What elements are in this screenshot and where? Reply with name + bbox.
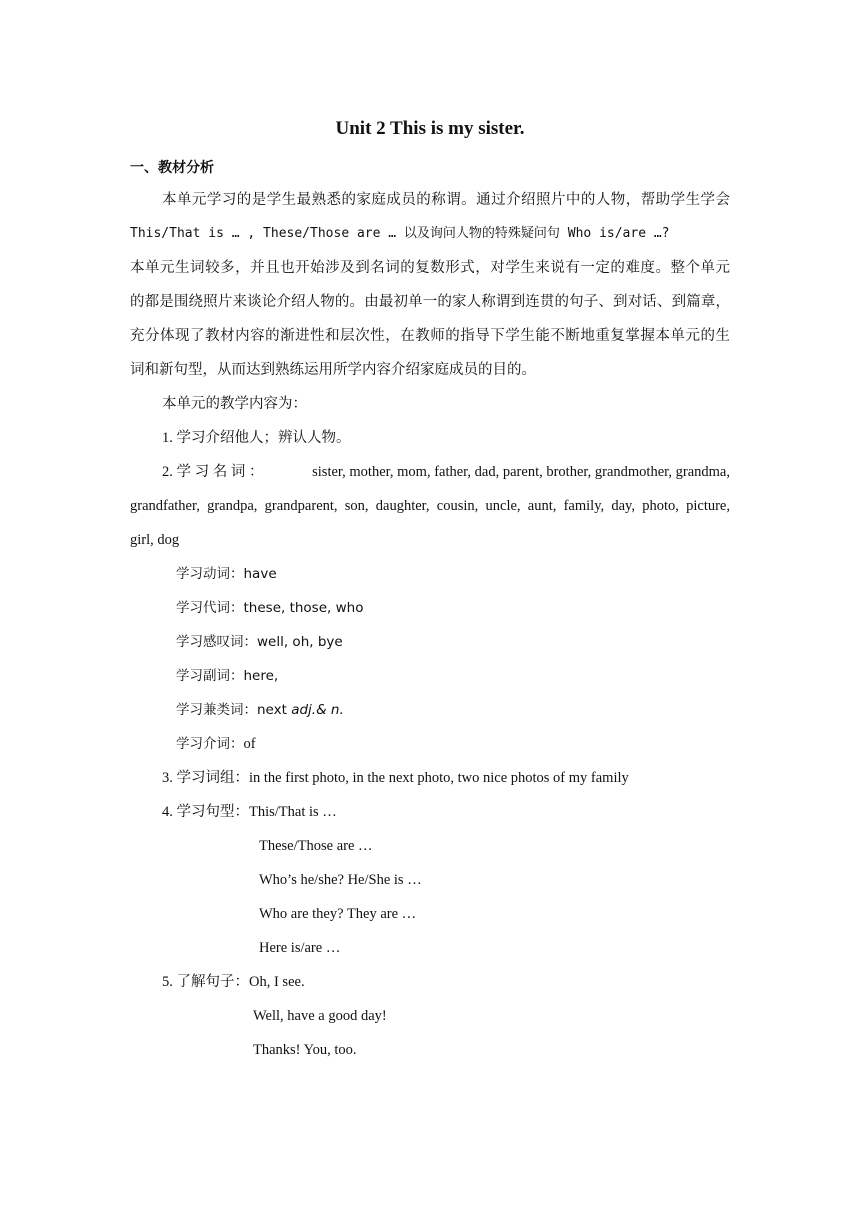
prepositions-value: of	[243, 736, 256, 752]
sentence-pattern: These/Those are …	[259, 838, 373, 854]
intro-line-3: 本单元生词较多，并且也开始涉及到名词的复数形式，对学生来说有一定的难度。整个单元	[130, 260, 730, 276]
sentence-pattern: Who’s he/she? He/She is …	[259, 872, 422, 888]
multi-class-line	[176, 700, 344, 720]
list-item-5	[162, 972, 305, 992]
list-item-4-prefix: 4. 学习句型：	[162, 804, 249, 820]
verbs-line: 学习动词：have	[176, 566, 277, 582]
list-item-3-prefix: 3. 学习词组：	[162, 770, 249, 786]
list-item-4	[162, 802, 337, 822]
prepositions-label: 学习介词：	[176, 736, 244, 752]
interjections-line: 学习感叹词：well, oh, bye	[176, 634, 343, 650]
section-heading: 一、教材分析	[130, 160, 214, 176]
sentence-example: Well, have a good day!	[253, 1008, 387, 1024]
nouns-line-2: grandfather, grandpa, grandparent, son, daughter, cousin, uncle, aunt, family, day, photo, picture,	[130, 498, 730, 514]
sentence-example: Oh, I see.	[249, 974, 305, 990]
list-item-2-prefix: 2. 学 习 名 词 ：	[162, 464, 264, 480]
sentence-example: Thanks! You, too.	[253, 1042, 357, 1058]
list-item-1: 1. 学习介绍他人；辨认人物。	[162, 430, 351, 446]
intro-line-4: 的都是围绕照片来谈论介绍人物的。由最初单一的家人称谓到连贯的句子、到对话、到篇章，	[130, 294, 730, 310]
pronouns-line: 学习代词：these, those, who	[176, 600, 364, 616]
intro-line-1: 本单元学习的是学生最熟悉的家庭成员的称谓。通过介绍照片中的人物，帮助学生学会	[162, 192, 730, 208]
list-item-3	[162, 768, 629, 788]
prepositions-line	[176, 734, 256, 754]
intro-line-6: 词和新句型，从而达到熟练运用所学内容介绍家庭成员的目的。	[130, 362, 536, 378]
adverbs-line: 学习副词：here,	[176, 668, 279, 684]
nouns-line-3: girl, dog	[130, 532, 180, 548]
multi-class-label: 学习兼类词：next	[176, 702, 292, 718]
list-item-5-prefix: 5. 了解句子：	[162, 974, 249, 990]
document-title: Unit 2 This is my sister.	[335, 118, 525, 139]
multi-class-pos: adj.& n.	[291, 702, 344, 718]
list-item-3-phrases: in the first photo, in the next photo, two nice photos of my family	[249, 770, 629, 786]
intro-line-5: 充分体现了教材内容的渐进性和层次性，在教师的指导下学生能不断地重复掌握本单元的生	[130, 328, 730, 344]
sentence-pattern: This/That is …	[249, 804, 337, 820]
sentence-pattern: Here is/are …	[259, 940, 341, 956]
list-item-2-words: sister, mother, mom, father, dad, parent, brother, grandmother, grandma,	[312, 464, 730, 480]
sentence-pattern: Who are they? They are …	[259, 906, 417, 922]
intro-line-2: This/That is … , These/Those are … 以及询问人物的特殊疑问句 Who is/are …?	[130, 226, 670, 241]
content-label: 本单元的教学内容为：	[162, 396, 307, 412]
list-item-2	[162, 462, 730, 482]
